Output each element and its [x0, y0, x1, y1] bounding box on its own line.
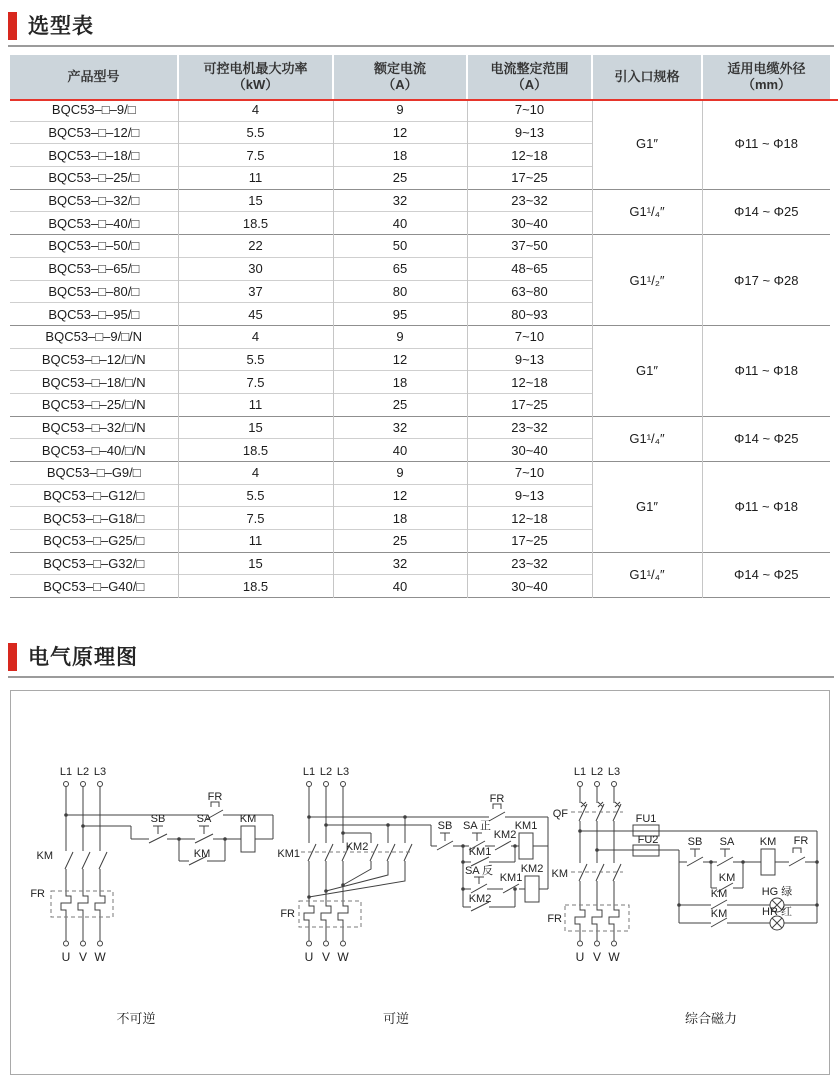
cell-range: 7~10 [467, 325, 592, 348]
cell-current: 12 [333, 348, 467, 371]
cell-model: BQC53–□–G9/□ [10, 462, 178, 485]
cell-range: 12~18 [467, 507, 592, 530]
diagram-nonreversible [30, 766, 273, 1026]
cell-range: 12~18 [467, 144, 592, 167]
cell-model: BQC53–□–32/□/N [10, 416, 178, 439]
d1-label-km-coil: KM [239, 813, 257, 825]
cell-range: 9~13 [467, 121, 592, 144]
cell-power: 15 [178, 416, 333, 439]
cell-model: BQC53–□–25/□ [10, 167, 178, 190]
d1-label-fr-aux: FR [207, 791, 223, 803]
d2-label-km2-nc: KM2 [493, 829, 517, 841]
cell-current: 9 [333, 325, 467, 348]
d3-label-km-main: KM [551, 868, 568, 880]
cell-power: 22 [178, 235, 333, 258]
d3-label-v: V [592, 950, 602, 964]
schematic-svg [11, 691, 829, 1074]
cell-inlet: G1¹/₄″ [592, 552, 702, 597]
cell-power: 11 [178, 167, 333, 190]
cell-model: BQC53–□–25/□/N [10, 393, 178, 416]
cell-inlet: G1¹/₂″ [592, 235, 702, 326]
cell-model: BQC53–□–40/□/N [10, 439, 178, 462]
d2-label-u: U [304, 950, 314, 964]
d3-label-sb: SB [687, 836, 703, 848]
cell-inlet: G1¹/₄″ [592, 189, 702, 234]
cell-current: 9 [333, 99, 467, 121]
d2-label-l2: L2 [319, 766, 333, 778]
section-header-schematic [8, 643, 834, 678]
cell-power: 4 [178, 99, 333, 121]
cell-power: 7.5 [178, 507, 333, 530]
d1-label-km-main: KM [36, 850, 53, 862]
d3-label-sa: SA [719, 836, 735, 848]
d3-label-qf: QF [552, 808, 568, 820]
d2-label-km2-hold: KM2 [468, 893, 492, 905]
d3-label-fu2: FU2 [637, 834, 659, 846]
cell-inlet: G1″ [592, 462, 702, 553]
cell-range: 37~50 [467, 235, 592, 258]
cell-cable: Φ17 ~ Φ28 [702, 235, 830, 326]
col-header: 产品型号 [10, 55, 178, 99]
diagram3-caption: 综合磁力 [684, 1011, 738, 1026]
table-row [10, 462, 830, 485]
cell-power: 18.5 [178, 212, 333, 235]
cell-model: BQC53–□–32/□ [10, 189, 178, 212]
cell-model: BQC53–□–G18/□ [10, 507, 178, 530]
d2-label-km2-coil: KM2 [520, 863, 544, 875]
cell-range: 9~13 [467, 348, 592, 371]
cell-power: 5.5 [178, 348, 333, 371]
cell-model: BQC53–□–18/□ [10, 144, 178, 167]
cell-inlet: G1¹/₄″ [592, 416, 702, 461]
cell-cable: Φ14 ~ Φ25 [702, 552, 830, 597]
diagram1-caption: 不可逆 [116, 1011, 156, 1026]
cell-range: 30~40 [467, 439, 592, 462]
d1-label-l3: L3 [93, 766, 107, 778]
table-row [10, 416, 830, 439]
cell-current: 18 [333, 371, 467, 394]
d2-label-fr-main: FR [280, 908, 295, 920]
header-row [10, 55, 830, 99]
cell-model: BQC53–□–18/□/N [10, 371, 178, 394]
cell-current: 25 [333, 393, 467, 416]
table-row [10, 99, 830, 121]
d2-label-l3: L3 [336, 766, 350, 778]
cell-model: BQC53–□–95/□ [10, 303, 178, 326]
d2-label-km1-nc: KM1 [499, 872, 523, 884]
cell-range: 17~25 [467, 167, 592, 190]
table-row [10, 189, 830, 212]
d2-label-km1-coil: KM1 [514, 820, 538, 832]
cell-cable: Φ14 ~ Φ25 [702, 189, 830, 234]
cell-current: 18 [333, 507, 467, 530]
d2-label-fr-aux: FR [489, 793, 505, 805]
cell-range: 23~32 [467, 189, 592, 212]
cell-cable: Φ11 ~ Φ18 [702, 99, 830, 189]
cell-model: BQC53–□–12/□ [10, 121, 178, 144]
d2-label-w: W [337, 950, 349, 964]
cell-power: 4 [178, 462, 333, 485]
d3-label-km-coil: KM [759, 836, 777, 848]
d1-label-v: V [78, 950, 88, 964]
selection-table [10, 55, 830, 598]
cell-current: 40 [333, 212, 467, 235]
d1-label-sb: SB [150, 813, 166, 825]
d2-label-v: V [321, 950, 331, 964]
cell-power: 30 [178, 257, 333, 280]
cell-model: BQC53–□–65/□ [10, 257, 178, 280]
cell-range: 7~10 [467, 462, 592, 485]
d1-label-km-hold: KM [193, 848, 211, 860]
cell-current: 65 [333, 257, 467, 280]
d1-label-l2: L2 [76, 766, 90, 778]
cell-current: 50 [333, 235, 467, 258]
table-row [10, 235, 830, 258]
d3-label-hg-green: HG 绿 [761, 886, 793, 898]
cell-range: 17~25 [467, 530, 592, 553]
d2-label-sb: SB [437, 820, 453, 832]
d3-label-l2: L2 [590, 766, 604, 778]
d1-label-w: W [94, 950, 106, 964]
d3-label-w: W [608, 950, 620, 964]
cell-current: 40 [333, 439, 467, 462]
d2-label-km1-hold: KM1 [468, 846, 492, 858]
cell-power: 45 [178, 303, 333, 326]
cell-current: 95 [333, 303, 467, 326]
cell-range: 23~32 [467, 552, 592, 575]
cell-current: 12 [333, 484, 467, 507]
cell-cable: Φ14 ~ Φ25 [702, 416, 830, 461]
cell-power: 37 [178, 280, 333, 303]
d1-label-fr-main: FR [30, 888, 45, 900]
d2-label-sa-rev: SA 反 [464, 865, 494, 877]
col-header: 引入口规格 [592, 55, 702, 99]
d3-label-fu1: FU1 [635, 813, 657, 825]
cell-model: BQC53–□–9/□/N [10, 325, 178, 348]
col-header: 可控电机最大功率 （kW） [178, 55, 333, 99]
cell-power: 11 [178, 530, 333, 553]
cell-cable: Φ11 ~ Φ18 [702, 462, 830, 553]
cell-model: BQC53–□–G32/□ [10, 552, 178, 575]
cell-current: 32 [333, 189, 467, 212]
d1-label-sa: SA [196, 813, 212, 825]
cell-current: 9 [333, 462, 467, 485]
diagram2-caption: 可逆 [382, 1011, 410, 1026]
cell-power: 7.5 [178, 144, 333, 167]
d1-label-l1: L1 [59, 766, 73, 778]
cell-power: 11 [178, 393, 333, 416]
cell-model: BQC53–□–50/□ [10, 235, 178, 258]
col-header: 适用电缆外径 （mm） [702, 55, 830, 99]
cell-power: 5.5 [178, 121, 333, 144]
cell-power: 15 [178, 552, 333, 575]
cell-current: 80 [333, 280, 467, 303]
cell-power: 7.5 [178, 371, 333, 394]
d3-label-fr-aux: FR [793, 835, 809, 847]
d3-label-km-hold: KM [718, 872, 736, 884]
cell-current: 40 [333, 575, 467, 598]
cell-model: BQC53–□–40/□ [10, 212, 178, 235]
cell-range: 7~10 [467, 99, 592, 121]
d3-label-km-no1: KM [710, 888, 728, 900]
cell-cable: Φ11 ~ Φ18 [702, 325, 830, 416]
selection-table-wrap [10, 55, 830, 598]
col-header: 电流整定范围 （A） [467, 55, 592, 99]
cell-range: 63~80 [467, 280, 592, 303]
d3-label-u: U [575, 950, 585, 964]
cell-inlet: G1″ [592, 325, 702, 416]
d2-label-km1-main: KM1 [277, 848, 300, 860]
cell-power: 4 [178, 325, 333, 348]
cell-model: BQC53–□–80/□ [10, 280, 178, 303]
cell-current: 25 [333, 167, 467, 190]
d1-label-u: U [61, 950, 71, 964]
cell-model: BQC53–□–12/□/N [10, 348, 178, 371]
cell-inlet: G1″ [592, 99, 702, 189]
section-header-selection [8, 12, 834, 47]
d2-label-km2-main: KM2 [345, 841, 369, 853]
table-row [10, 325, 830, 348]
cell-range: 9~13 [467, 484, 592, 507]
cell-current: 32 [333, 552, 467, 575]
section-title: 选型表 [28, 15, 94, 38]
d2-label-l1: L1 [302, 766, 316, 778]
cell-power: 18.5 [178, 575, 333, 598]
cell-range: 17~25 [467, 393, 592, 416]
d2-label-sa-fwd: SA 正 [462, 820, 492, 832]
d3-label-l3: L3 [607, 766, 621, 778]
cell-current: 12 [333, 121, 467, 144]
cell-range: 30~40 [467, 212, 592, 235]
schematic-panel [10, 690, 830, 1075]
cell-range: 48~65 [467, 257, 592, 280]
cell-range: 80~93 [467, 303, 592, 326]
cell-model: BQC53–□–G40/□ [10, 575, 178, 598]
d3-label-fr-main: FR [547, 913, 562, 925]
cell-power: 18.5 [178, 439, 333, 462]
cell-current: 18 [333, 144, 467, 167]
cell-current: 32 [333, 416, 467, 439]
accent-bar [8, 643, 17, 671]
cell-power: 5.5 [178, 484, 333, 507]
cell-range: 23~32 [467, 416, 592, 439]
section-title: 电气原理图 [28, 646, 138, 669]
cell-range: 30~40 [467, 575, 592, 598]
header-red-line [10, 99, 838, 101]
cell-current: 25 [333, 530, 467, 553]
cell-power: 15 [178, 189, 333, 212]
d3-label-l1: L1 [573, 766, 587, 778]
cell-model: BQC53–□–G12/□ [10, 484, 178, 507]
col-header: 额定电流 （A） [333, 55, 467, 99]
diagram-combined-magnetic [547, 766, 818, 1026]
cell-model: BQC53–□–9/□ [51, 102, 136, 118]
cell-range: 12~18 [467, 371, 592, 394]
d3-label-km-no2: KM [710, 908, 728, 920]
d3-label-hr-red: HR 红 [762, 906, 792, 918]
cell-model: BQC53–□–G25/□ [10, 530, 178, 553]
table-row [10, 552, 830, 575]
accent-bar [8, 12, 17, 40]
diagram-reversible [277, 766, 548, 1026]
